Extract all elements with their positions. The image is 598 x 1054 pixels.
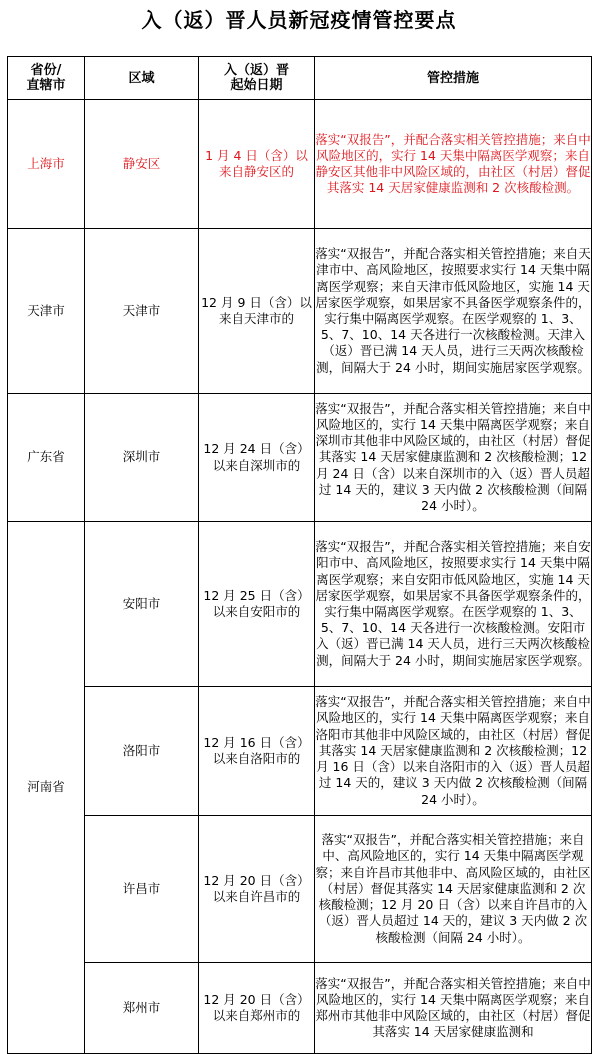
header-province: 省份/ 直辖市 — [8, 57, 85, 100]
date-cell: 12 月 9 日（含）以来自天津市的 — [199, 229, 315, 394]
table-row — [8, 963, 592, 1054]
region-cell: 安阳市 — [85, 522, 199, 687]
measures-cell: 落实“双报告”，并配合落实相关管控措施；来自中、高风险地区的，实行 14 天集中隔离医学观察；来自许昌市其他非中、高风险区域的，由社区（村居）督促其落实 14 天居家健康监测和 2 次核酸检测；12 月 20 日（含）以来自许昌市的入（返）晋人员超过 14 天的，建议 3 天内做 2 次核酸检测（间隔 24 小时）。 — [315, 816, 592, 963]
header-region: 区域 — [85, 57, 199, 100]
measures-cell: 落实“双报告”，并配合落实相关管控措施；来自中风险地区的，实行 14 天集中隔离医学观察；来自洛阳市其他非中风险区域的，由社区（村居）督促其落实 14 天居家健康监测和 2 次核酸检测；12 月 16 日（含）以来自洛阳市的入（返）晋人员超过 14 天的，建议 3 天内做 2 次核酸检测（间隔 24 小时）。 — [315, 687, 592, 816]
date-cell: 1 月 4 日（含）以来自静安区的 — [199, 100, 315, 229]
control-measures-table — [7, 56, 592, 1054]
province-cell: 上海市 — [8, 100, 85, 229]
header-date: 入（返）晋 起始日期 — [199, 57, 315, 100]
page-title: 入（返）晋人员新冠疫情管控要点 — [141, 8, 457, 32]
table-row — [8, 100, 592, 229]
province-cell: 河南省 — [8, 522, 85, 1054]
region-cell: 天津市 — [85, 229, 199, 394]
date-cell: 12 月 25 日（含）以来自安阳市的 — [199, 522, 315, 687]
measures-cell: 落实“双报告”，并配合落实相关管控措施；来自中风险地区的，实行 14 天集中隔离医学观察；来自静安区其他非中风险区域的，由社区（村居）督促其落实 14 天居家健康监测和 2 次核酸检测。 — [315, 100, 592, 229]
measures-cell: 落实“双报告”，并配合落实相关管控措施；来自安阳市中、高风险地区，按照要求实行 14 天集中隔离医学观察；来自安阳市低风险地区，实施 14 天居家医学观察，如果居家不具备医学观察条件的，实行集中隔离医学观察。在医学观察的 1、3、5、7、10、14 天各进行一次核酸检测。安阳市入（返）晋已满 14 天人员，进行三天两次核酸检测，间隔大于 24 小时，期间实施居家医学观察。 — [315, 522, 592, 687]
table-row — [8, 229, 592, 394]
date-cell: 12 月 20 日（含）以来自许昌市的 — [199, 816, 315, 963]
measures-cell: 落实“双报告”，并配合落实相关管控措施；来自中风险地区的，实行 14 天集中隔离医学观察；来自深圳市其他非中风险区域的，由社区（村居）督促其落实 14 天居家健康监测和 2 次核酸检测；12 月 24 日（含）以来自深圳市的入（返）晋人员超过 14 天的，建议 3 天内做 2 次核酸检测（间隔 24 小时）。 — [315, 394, 592, 522]
header-measures: 管控措施 — [315, 57, 592, 100]
region-cell: 郑州市 — [85, 963, 199, 1054]
table-row — [8, 394, 592, 522]
province-cell: 广东省 — [8, 394, 85, 522]
date-cell: 12 月 24 日（含）以来自深圳市的 — [199, 394, 315, 522]
region-cell: 静安区 — [85, 100, 199, 229]
table-row — [8, 816, 592, 963]
date-cell: 12 月 20 日（含）以来自郑州市的 — [199, 963, 315, 1054]
region-cell: 许昌市 — [85, 816, 199, 963]
table-row — [8, 687, 592, 816]
table-header-row — [8, 57, 592, 100]
region-cell: 洛阳市 — [85, 687, 199, 816]
measures-cell: 落实“双报告”，并配合落实相关管控措施；来自中风险地区的，实行 14 天集中隔离医学观察；来自郑州市其他非中风险区域的，由社区（村居）督促其落实 14 天居家健康监测和 — [315, 963, 592, 1054]
province-cell: 天津市 — [8, 229, 85, 394]
measures-cell: 落实“双报告”，并配合落实相关管控措施；来自天津市中、高风险地区，按照要求实行 14 天集中隔离医学观察；来自天津市低风险地区，实施 14 天居家医学观察，如果居家不具备医学观察条件的，实行集中隔离医学观察。在医学观察的 1、3、5、7、10、14 天各进行一次核酸检测。天津入（返）晋已满 14 天人员，进行三天两次核酸检测，间隔大于 24 小时，期间实施居家医学观察。 — [315, 229, 592, 394]
region-cell: 深圳市 — [85, 394, 199, 522]
table-row — [8, 522, 592, 687]
date-cell: 12 月 16 日（含）以来自洛阳市的 — [199, 687, 315, 816]
